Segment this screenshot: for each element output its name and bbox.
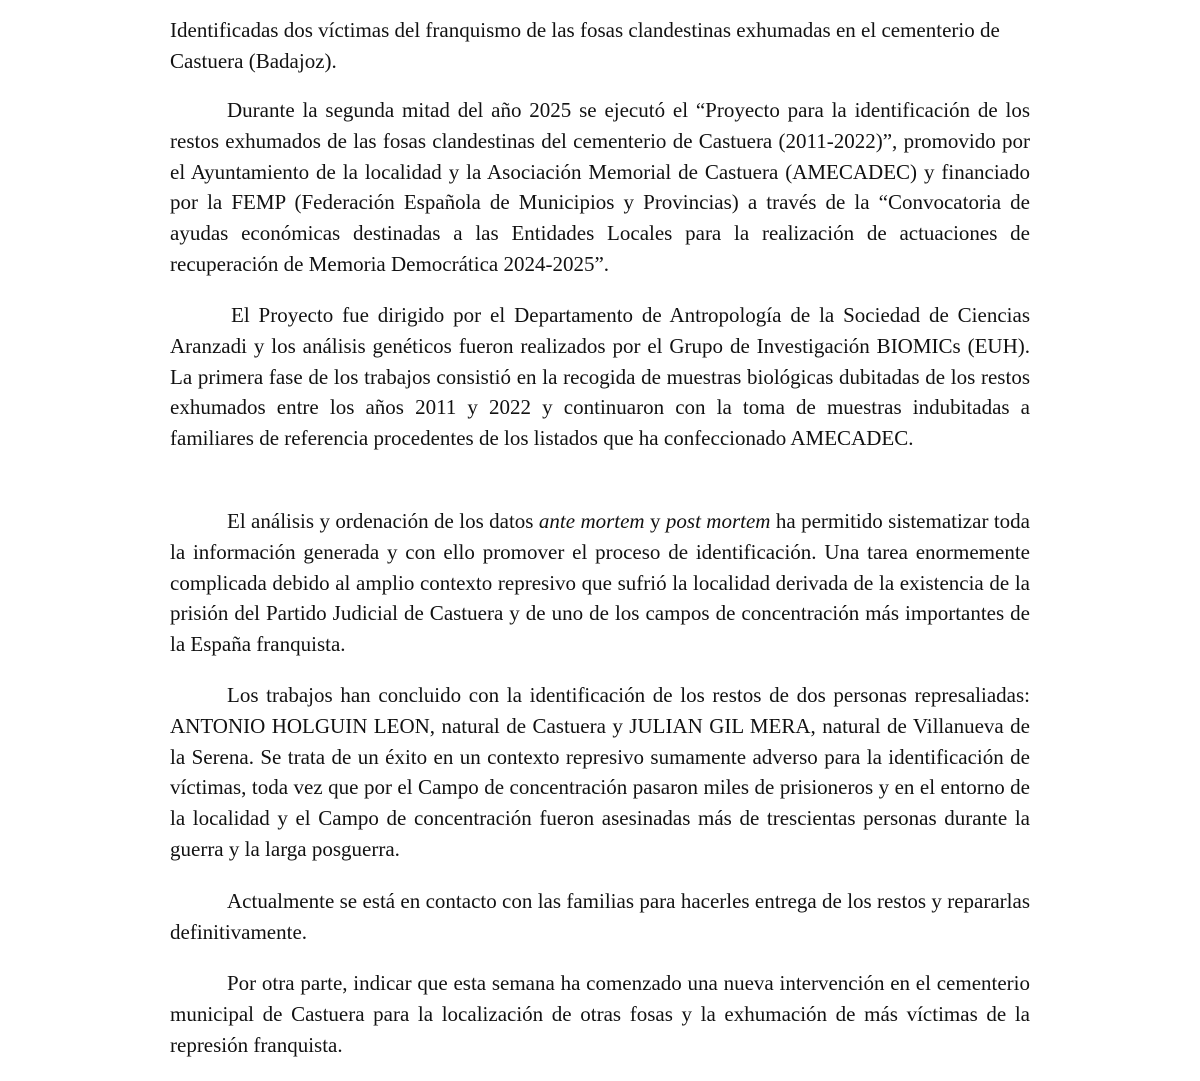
analysis-italic-ante-mortem: ante mortem (538, 509, 645, 533)
paragraph-analysis (170, 506, 1030, 660)
document-title: Identificadas dos víctimas del franquismo de las fosas clandestinas exhumadas en el cementerio de Castuera (Badajoz). (170, 18, 1000, 73)
analysis-text-conjunction: y (644, 509, 666, 533)
paragraph-families: Actualmente se está en contacto con las familias para hacerles entrega de los restos y repararlas definitivamente. (170, 889, 1030, 944)
paragraph-direction: El Proyecto fue dirigido por el Departamento de Antropología de la Sociedad de Ciencias Aranzadi y los análisis genéticos fueron realizados por el Grupo de Investigación BIOMICs (EUH). La primera fase de los trabajos consistió en la recogida de muestras biológicas dubitadas de los restos exhumados entre los años 2011 y 2022 y continuaron con la toma de muestras indubitadas a familiares de referencia procedentes de los listados que ha confeccionado AMECADEC. (170, 303, 1030, 451)
analysis-text-end: ha permitido sistematizar toda la información generada y con ello promover el proceso de identificación. Una tarea enormemente complicada debido al amplio contexto represivo que sufrió la localidad derivada de la existencia de la prisión del Partido Judicial de Castuera y de uno de los campos de concentración más importantes de la España franquista. (170, 509, 1030, 657)
paragraph-project: Durante la segunda mitad del año 2025 se ejecutó el “Proyecto para la identificación de los restos exhumados de las fosas clandestinas del cementerio de Castuera (2011-2022)”, promovido por el Ayuntamiento de la localidad y la Asociación Memorial de Castuera (AMECADEC) y financiado por la FEMP (Federación Española de Municipios y Provincias) a través de la “Convocatoria de ayudas económicas destinadas a las Entidades Locales para la realización de actuaciones de recuperación de Memoria Democrática 2024-2025”. (170, 98, 1030, 276)
analysis-italic-post-mortem: post mortem (665, 509, 771, 533)
paragraph-new-intervention: Por otra parte, indicar que esta semana ha comenzado una nueva intervención en el cementerio municipal de Castuera para la localización de otras fosas y la exhumación de más víctimas de la represión franquista. (170, 971, 1030, 1057)
paragraph-identification: Los trabajos han concluido con la identificación de los restos de dos personas represaliadas: ANTONIO HOLGUIN LEON, natural de Castuera y JULIAN GIL MERA, natural de Villanueva de la Serena. Se trata de un éxito en un contexto represivo sumamente adverso para la identificación de víctimas, toda vez que por el Campo de concentración pasaron miles de prisioneros y en el entorno de la localidad y el Campo de concentración fueron asesinadas más de trescientas personas durante la guerra y la larga posguerra. (170, 683, 1030, 861)
analysis-text-start: El análisis y ordenación de los datos (227, 509, 539, 533)
